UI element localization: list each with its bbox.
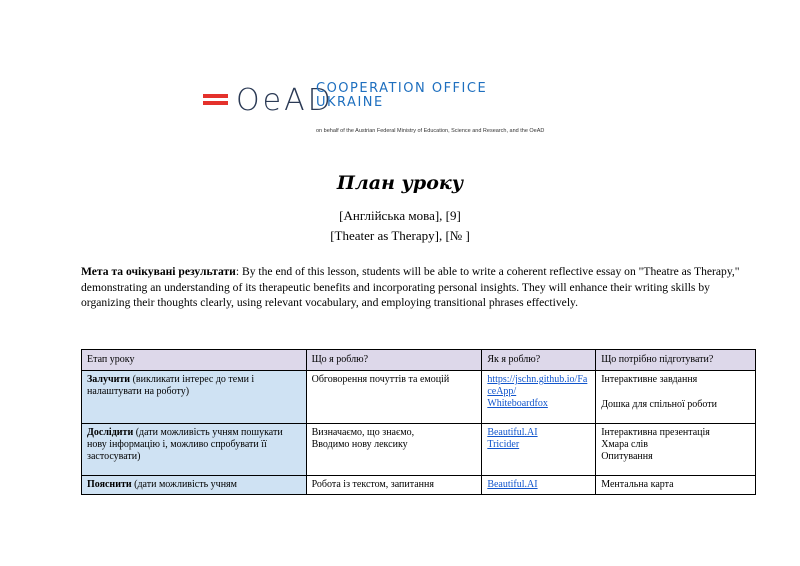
activity-text: Визначаємо, що знаємо, bbox=[311, 427, 415, 438]
austrian-flag-icon bbox=[203, 94, 228, 107]
stage-name: Залучити bbox=[87, 374, 131, 385]
stage-name: Дослідити bbox=[87, 427, 134, 438]
stage-description: (дати можливість учням bbox=[131, 479, 237, 490]
activity-cell bbox=[306, 476, 482, 495]
table-row bbox=[82, 371, 756, 424]
stage-cell bbox=[82, 476, 307, 495]
goal-paragraph bbox=[81, 264, 761, 311]
goal-label: Мета та очікувані результати bbox=[81, 265, 236, 278]
stage-description: (викликати інтерес до теми і налаштувати на роботу) bbox=[87, 374, 255, 397]
tools-cell bbox=[482, 371, 596, 424]
office-name-line1: COOPERATION OFFICE bbox=[316, 81, 488, 96]
stage-name: Пояснити bbox=[87, 479, 132, 490]
tools-cell bbox=[482, 476, 596, 495]
stage-cell bbox=[82, 371, 307, 424]
table-header-row bbox=[82, 350, 756, 371]
column-header: Як я роблю? bbox=[482, 350, 596, 371]
page-title: План уроку bbox=[336, 172, 464, 194]
activity-text: Робота із текстом, запитання bbox=[311, 479, 434, 490]
prepare-item: Опитування bbox=[601, 451, 653, 462]
subject-grade: [Англійська мова], [9] bbox=[339, 208, 461, 223]
prepare-item: Дошка для спільної роботи bbox=[601, 399, 717, 410]
prepare-item: Хмара слів bbox=[601, 439, 648, 450]
tools-cell bbox=[482, 424, 596, 476]
table-row bbox=[82, 476, 756, 495]
lesson-plan-table bbox=[81, 349, 756, 495]
tool-link[interactable]: Whiteboardfox bbox=[487, 398, 548, 409]
activity-text: Обговорення почуттів та емоцій bbox=[311, 374, 450, 385]
prepare-cell bbox=[596, 424, 756, 476]
lesson-topic: [Theater as Therapy], [№ ] bbox=[330, 228, 470, 243]
tool-link[interactable]: Beautiful.AI bbox=[487, 427, 538, 438]
activity-text: Вводимо нову лексику bbox=[311, 439, 408, 450]
column-header: Що я роблю? bbox=[306, 350, 482, 371]
column-header: Етап уроку bbox=[82, 350, 307, 371]
prepare-item: Інтерактивне завдання bbox=[601, 374, 698, 385]
tool-link[interactable]: Tricider bbox=[487, 439, 520, 450]
prepare-item: Інтерактивна презентація bbox=[601, 427, 710, 438]
activity-cell bbox=[306, 424, 482, 476]
activity-cell bbox=[306, 371, 482, 424]
office-name-line2: UKRAINE bbox=[316, 95, 384, 110]
prepare-cell bbox=[596, 476, 756, 495]
behalf-note: on behalf of the Austrian Federal Ministry of Education, Science and Research, and the OeAD bbox=[316, 128, 545, 134]
stage-cell bbox=[82, 424, 307, 476]
prepare-cell bbox=[596, 371, 756, 424]
stage-description: (дати можливість учням пошукати нову інформацію і, можливо спробувати її застосувати) bbox=[87, 427, 283, 462]
prepare-item: Ментальна карта bbox=[601, 479, 674, 490]
logo-text: OeAD bbox=[236, 83, 334, 118]
column-header: Що потрібно підготувати? bbox=[596, 350, 756, 371]
table-row bbox=[82, 424, 756, 476]
tool-link[interactable]: Beautiful.AI bbox=[487, 479, 538, 490]
goal-text: : By the end of this lesson, students will be able to write a coherent reflective essay on "Theatre as Therapy," demonstrating an understanding of its therapeutic benefits and incorporating personal insights. They will enhance their writing skills by organizing their thoughts clearly, using relevant vocabulary, and employing transitional phrases effectively. bbox=[81, 265, 740, 310]
tool-link[interactable]: https://jschn.github.io/FaceApp/ bbox=[487, 374, 588, 397]
